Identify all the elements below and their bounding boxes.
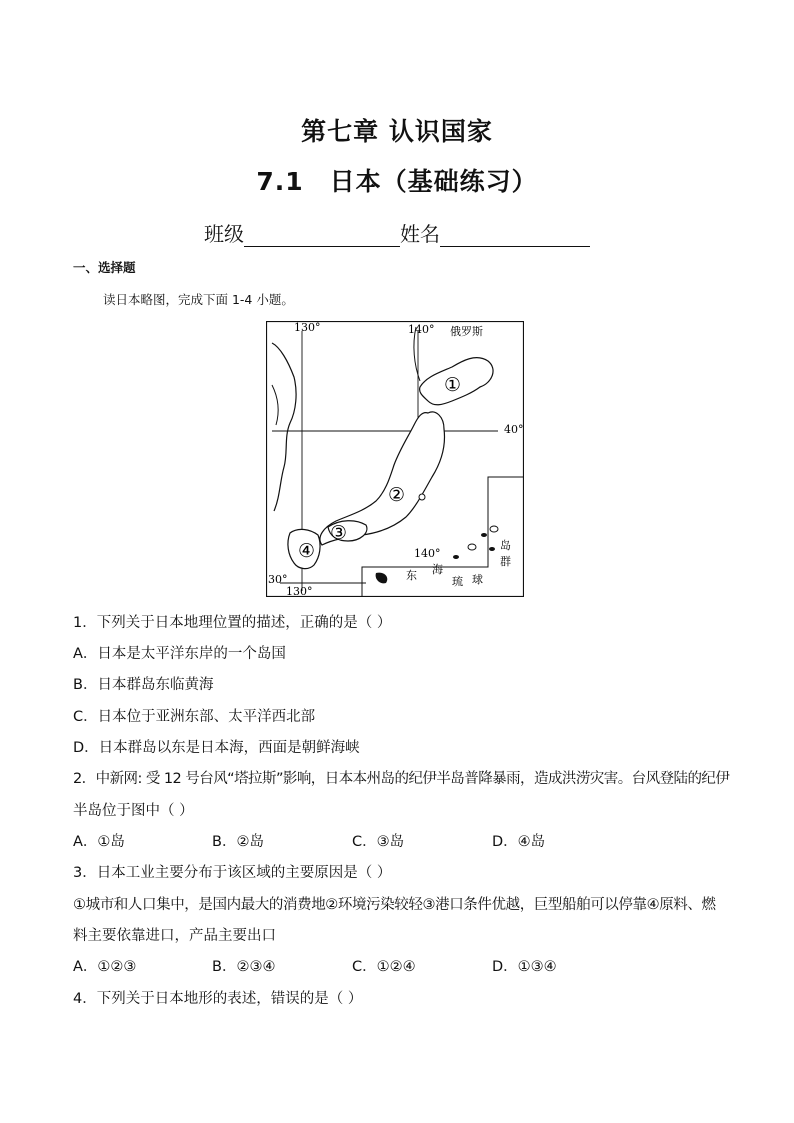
capital-marker-icon — [419, 494, 425, 500]
lon-130-top-label: 130° — [294, 321, 321, 334]
islet-icon — [489, 547, 495, 551]
islands-label-2: 群 — [500, 555, 511, 568]
east-sea-label-1: 东 — [406, 569, 417, 582]
marker-3: ③ — [330, 522, 348, 544]
islands-label-1: 岛 — [500, 539, 511, 552]
chapter-title: 第七章 认识国家 — [301, 117, 493, 146]
section-intro: 读日本略图，完成下面 1-4 小题。 — [103, 292, 294, 307]
russia-label: 俄罗斯 — [450, 325, 483, 338]
ryukyu-label-2: 球 — [472, 573, 483, 586]
marker-4: ④ — [298, 540, 316, 562]
q2-option-d[interactable]: D．④岛 — [492, 834, 546, 850]
section-title: 一、选择题 — [73, 260, 136, 275]
q2-option-b[interactable]: B．②岛 — [212, 834, 264, 850]
q1-option-b[interactable]: B．日本群岛东临黄海 — [73, 677, 214, 693]
q3-statement-line1: ①城市和人口集中，是国内最大的消费地②环境污染较轻③港口条件优越，巨型船舶可以停靠④原料、燃 — [73, 897, 716, 913]
q2-stem-line1: 2．中新网: 受 12 号台风“塔拉斯”影响，日本本州岛的纪伊半岛普降暴雨，造成洪涝灾害。台风登陆的纪伊 — [73, 771, 730, 787]
q2-option-a[interactable]: A．①岛 — [73, 834, 125, 850]
q3-option-d[interactable]: D．①③④ — [492, 959, 557, 975]
islet-icon — [453, 555, 459, 559]
q1-option-c[interactable]: C．日本位于亚洲东部、太平洋西北部 — [73, 709, 316, 725]
q1-stem: 1．下列关于日本地理位置的描述，正确的是（ ） — [73, 615, 392, 631]
lat-30-label: 30° — [268, 573, 288, 586]
east-sea-label-2: 海 — [432, 563, 443, 576]
q2-stem-line2: 半岛位于图中（ ） — [73, 803, 194, 819]
name-blank[interactable] — [440, 224, 590, 247]
class-blank[interactable] — [244, 224, 400, 247]
islet-icon — [481, 533, 487, 537]
marker-1: ① — [444, 374, 462, 396]
class-name-row — [0, 218, 794, 247]
lon-140-top-label: 140° — [408, 323, 435, 336]
q3-stem: 3．日本工业主要分布于该区域的主要原因是（ ） — [73, 865, 392, 881]
q1-option-d[interactable]: D．日本群岛以东是日本海，西面是朝鲜海峡 — [73, 740, 360, 756]
lon-140-inset-label: 140° — [414, 547, 441, 560]
lesson-title: 7.1 日本（基础练习） — [256, 167, 538, 196]
q4-stem: 4．下列关于日本地形的表述，错误的是（ ） — [73, 991, 363, 1007]
ryukyu-label-1: 琉 — [452, 575, 463, 588]
class-label: 班级 — [204, 222, 244, 246]
q3-option-a[interactable]: A．①②③ — [73, 959, 137, 975]
q3-option-c[interactable]: C．①②④ — [352, 959, 416, 975]
lon-130-bottom-label: 130° — [286, 585, 313, 597]
marker-2: ② — [388, 484, 406, 506]
name-label: 姓名 — [400, 222, 440, 246]
japan-map — [266, 321, 524, 597]
q2-option-c[interactable]: C．③岛 — [352, 834, 405, 850]
lat-40-label: 40° — [504, 423, 524, 436]
q3-statement-line2: 料主要依靠进口，产品主要出口 — [73, 928, 276, 944]
q3-option-b[interactable]: B．②③④ — [212, 959, 276, 975]
q1-option-a[interactable]: A．日本是太平洋东岸的一个岛国 — [73, 646, 286, 662]
